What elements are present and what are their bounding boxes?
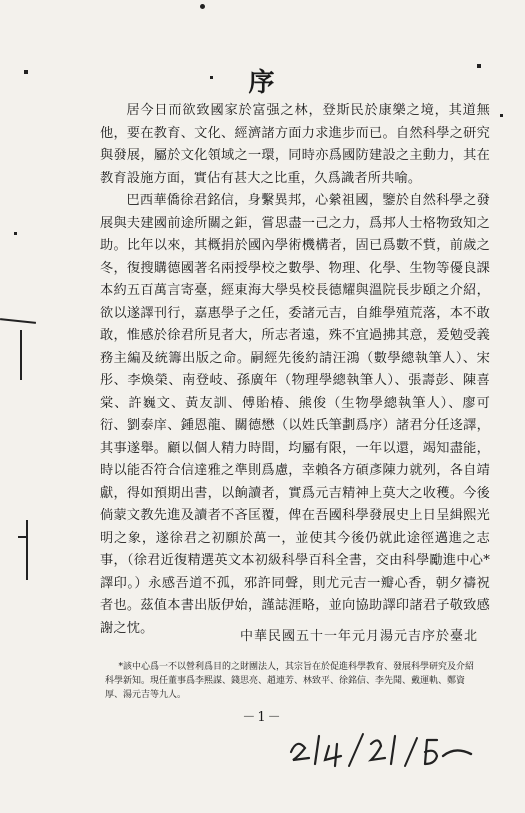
page-title: 序 xyxy=(248,68,277,98)
margin-line xyxy=(26,520,28,580)
footnote: *該中心爲一不以營利爲目的之財團法人，其宗旨在於促進科學教育、發展科學研究及介紹科學新知。現任董事爲李熙謀、錢思亮、趙連芳、林致平、徐銘信、李先聞、戴運軌、鄭資厚、湯元吉等九人。 xyxy=(105,662,475,700)
scan-speck xyxy=(210,76,213,79)
scan-speck xyxy=(24,70,28,74)
margin-line xyxy=(0,318,36,324)
scan-speck xyxy=(477,64,481,68)
handwritten-note xyxy=(285,726,475,772)
page-number: －1－ xyxy=(242,710,283,725)
preface-body xyxy=(100,100,490,640)
preface-paragraph-2: 巴西華僑徐君銘信，身繫異邦，心縈祖國，鑒於自然科學之發展與夫建國前途所關之鉅，嘗思盡一己之力，爲邦人士格物致知之助。比年以來，其概捐於國內學術機構者，固已爲數不貲，前歲之冬，復搜購德國著名兩授學校之數學、物理、化學、生物等優良課本約五百萬言寄臺，經東海大學吳校長德耀與溫院長步頤之介紹，欲以遂譯刊行，嘉惠學子之任，委諸元吉，自維學殖荒落，本不敢敢，惟感於徐君所見者大，所志者遠，殊不宜過拂其意，爰勉受義務主編及統籌出版之命。嗣經先後約請汪鴻（數學總執筆人）、宋彤、李煥榮、南登岐、孫廣年（物理學總執筆人）、張壽彭、陳喜棠、許巍文、黃友訓、傅貽椿、熊俊（生物學總執筆人）、廖可衍、劉泰庠、鍾恩龍、關德懋（以姓氏筆劃爲序）諸君分任迻譯，其事遂舉。顧以個人精力時間，均屬有限，一年以還，竭知盡能，時以能否符合信達雅之準則爲慮，幸賴各方碩彥陳力就列，各自靖獻，得如預期出書，以餉讀者，實爲元吉精神上莫大之收穫。今後倘蒙文教先進及讀者不吝匡覆，俾在吾國科學發展史上日呈緝熙光明之象，遂徐君之初願於萬一，並使其今後仍就此途徑邁進之志事，（徐君近復精選英文本初級科學百科全書，交由科學勵進中心* 譯印。）永感吾道不孤，邪許同聲，則尤元吉一瓣心香，朝夕禱祝者也。茲值本書出版伊始，謹誌涯略，並向協助譯印諸君子敬致感謝之忱。 xyxy=(100,193,490,636)
scan-speck xyxy=(14,232,17,235)
margin-line xyxy=(20,330,22,380)
preface-paragraph-1: 居今日而欲致國家於富强之林，登斯民於康樂之境，其道無他，要在教育、文化、經濟諸方面力求進步而已。自然科學之研究與發展，屬於文化領域之一環，同時亦爲國防建設之主動力，其在教育設施方面，實佔有甚大之比重，久爲識者所共喻。 xyxy=(100,103,490,186)
scan-speck xyxy=(200,4,205,9)
author-signature-line: 中華民國五十一年元月湯元吉序於臺北 xyxy=(240,629,479,644)
scan-speck xyxy=(500,114,503,117)
margin-line xyxy=(18,536,28,538)
